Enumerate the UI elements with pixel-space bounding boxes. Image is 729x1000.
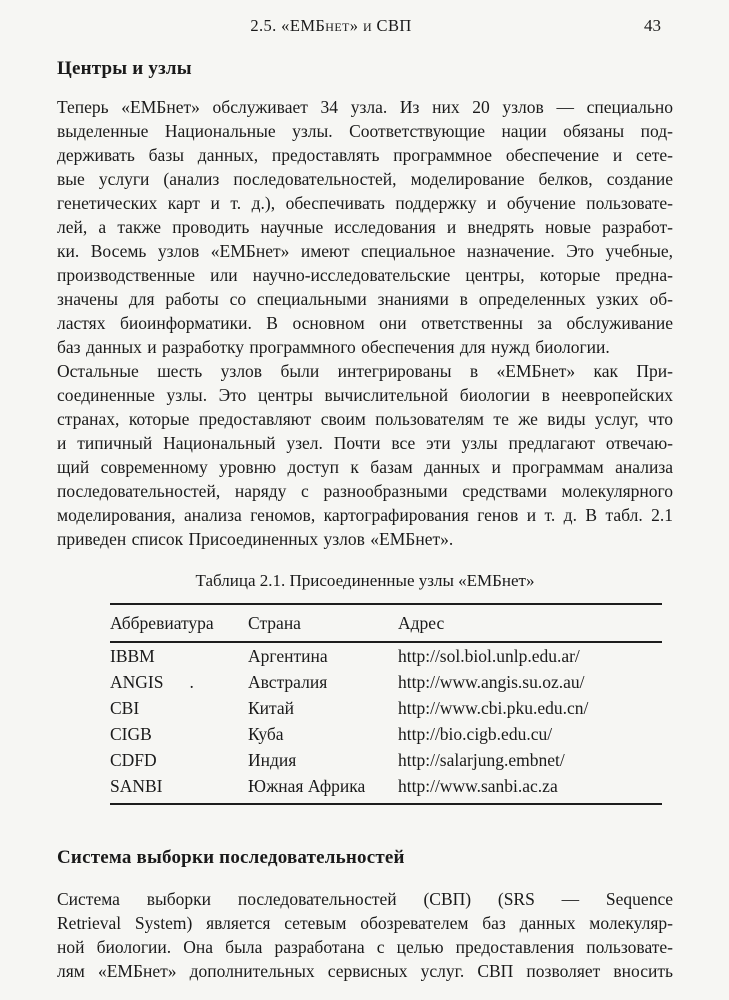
paragraph-srs-1 [57,887,673,983]
scan-artifact-dot: . [189,672,194,692]
running-header [57,16,673,42]
abbr-text: CBI [110,698,140,718]
body-line: вые услуги (анализ последовательностей, моделирование белков, создание [57,169,673,189]
page-number: 43 [644,16,661,35]
table-header-row [110,604,662,642]
table-row [110,721,662,747]
body-line: держивать базы данных, предоставлять программное обеспечение и сете- [57,145,673,165]
country-cell: Аргентина [248,646,328,666]
body-line: приведен список Присоединенных узлов «ЕМБнет». [57,529,454,549]
body-line: ной биологии. Она была разработана с целью предоставления пользовате- [57,937,673,957]
abbr-cell [110,695,248,721]
section-heading-srs: Система выборки последовательностей [57,847,405,868]
body-line: лей, а также проводить научные исследования и внедрять новые разработ- [57,217,673,237]
column-header-country: Страна [248,604,398,642]
table-caption: Таблица 2.1. Присоединенные узлы «ЕМБнет» [195,571,535,590]
country-cell: Куба [248,724,284,744]
table-row [110,695,662,721]
abbr-cell [110,721,248,747]
body-line: ластях биоинформатики. В основном они ответственны за обслуживание [57,313,673,333]
abbr-cell [110,669,248,695]
abbr-text: IBBM [110,646,155,666]
body-line: Retrieval System) является сетевым обозревателем баз данных молекуляр- [57,913,673,933]
running-title: 2.5. «ЕМБнет» и СВП [250,16,412,35]
url-cell: http://www.angis.su.oz.au/ [398,672,585,692]
body-line: генетических карт и т. д.), обеспечивать поддержку и обучение пользовате- [57,193,673,213]
table-row [110,642,662,669]
country-cell: Китай [248,698,295,718]
table-row [110,669,662,695]
body-line: баз данных и разработку программного обеспечения для нужд биологии. [57,337,610,357]
country-cell: Индия [248,750,297,770]
table-header [110,604,662,642]
body-line: лям «ЕМБнет» дополнительных сервисных услуг. СВП позволяет вносить [57,961,673,981]
url-cell: http://bio.cigb.edu.cu/ [398,724,553,744]
body-line: Теперь «ЕМБнет» обслуживает 34 узла. Из них 20 узлов — специально [57,97,673,117]
abbr-text: CIGB [110,724,152,744]
paragraph-centers-1 [57,95,673,359]
url-cell: http://salarjung.embnet/ [398,750,565,770]
body-line: ки. Восемь узлов «ЕМБнет» имеют специальное назначение. Это учебные, [57,241,673,261]
body-line: значены для работы со специальными знаниями в определенных узких об- [57,289,673,309]
body-line: странах, которые предоставляют своим пользователям те же виды услуг, что [57,409,673,429]
country-cell: Южная Африка [248,776,366,796]
embnet-associated-nodes-table [110,603,662,805]
url-cell: http://www.sanbi.ac.za [398,776,558,796]
url-cell: http://www.cbi.pku.edu.cn/ [398,698,589,718]
body-line: последовательностей, наряду с разнообразными средствами молекулярного [57,481,673,501]
table-row [110,747,662,773]
table-row [110,773,662,804]
abbr-cell [110,642,248,669]
body-line: соединенные узлы. Это центры вычислительной биологии в неевропейских [57,385,673,405]
body-line: моделирования, анализа геномов, картографирования генов и т. д. В табл. 2.1 [57,505,673,525]
section-centers-and-nodes [57,58,673,551]
column-header-address: Адрес [398,604,662,642]
body-line: Остальные шесть узлов были интегрированы в «ЕМБнет» как При- [57,361,673,381]
abbr-text: CDFD [110,750,157,770]
body-line: щий современному уровню доступ к базам данных и программам анализа [57,457,673,477]
country-cell: Австралия [248,672,328,692]
abbr-text: SANBI [110,776,163,796]
column-header-abbreviation: Аббревиатура [110,604,248,642]
paragraph-centers-2 [57,359,673,551]
url-cell: http://sol.biol.unlp.edu.ar/ [398,646,580,666]
body-line: производственные или научно-исследовательские центры, которые предна- [57,265,673,285]
table-body [110,642,662,804]
abbr-cell [110,773,248,804]
section-sequence-retrieval [57,847,673,983]
abbr-text: ANGIS [110,672,164,692]
body-line: выделенные Национальные узлы. Соответствующие нации обязаны под- [57,121,673,141]
body-line: и типичный Национальный узел. Почти все эти узлы предлагают отвечаю- [57,433,673,453]
section-heading-centers: Центры и узлы [57,58,192,79]
body-line: Система выборки последовательностей (СВП) (SRS — Sequence [57,889,673,909]
abbr-cell [110,747,248,773]
